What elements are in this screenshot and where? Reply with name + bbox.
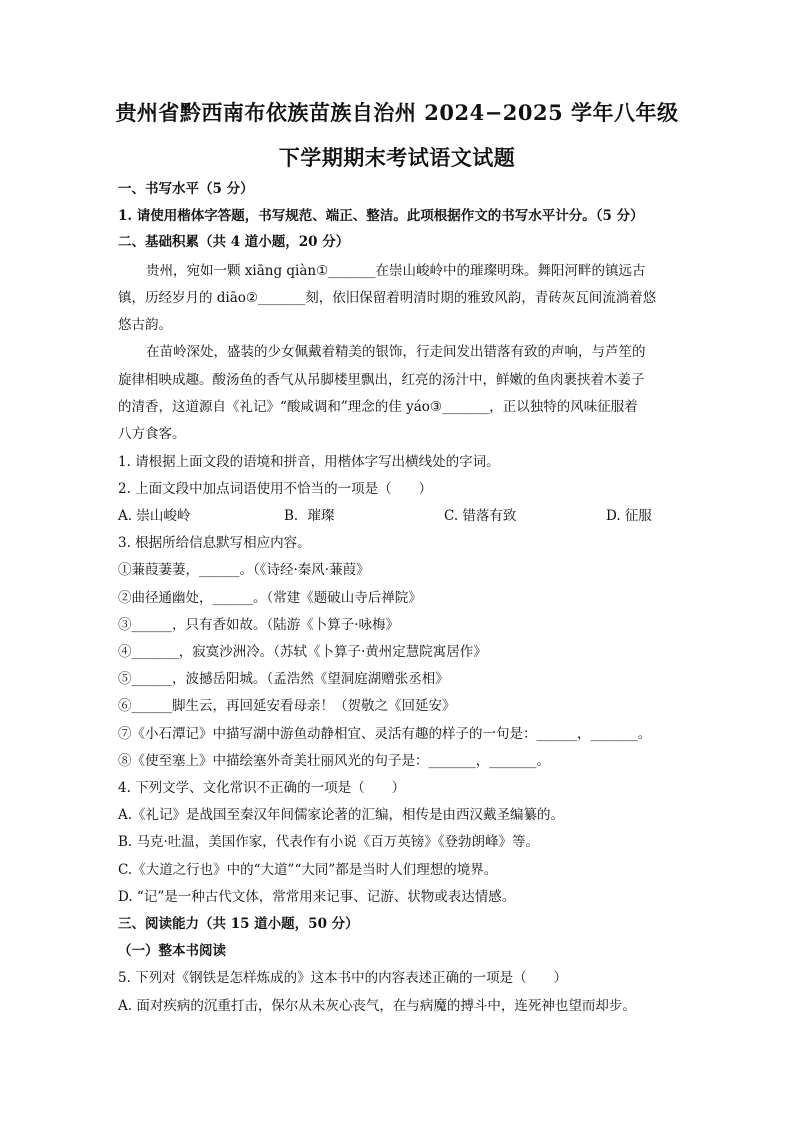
q3-item: ③______，只有香如故。（陆游《卜算子·咏梅》 bbox=[118, 617, 400, 633]
q2-option-d: D. 征服 bbox=[606, 508, 652, 524]
q5-option-a: A. 面对疾病的沉重打击，保尔从未灰心丧气，在与病魔的搏斗中，连死神也望而却步。 bbox=[118, 998, 636, 1014]
question-3: 3. 根据所给信息默写相应内容。 bbox=[118, 535, 311, 551]
q2-option-b: B．璀璨 bbox=[284, 508, 335, 524]
section-3-heading: 三、阅读能力（共 15 道小题，50 分） bbox=[118, 916, 359, 932]
page-title-line1: 贵州省黔西南布依族苗族自治州 2024−2025 学年八年级 bbox=[115, 100, 679, 125]
q3-item: ④_______，寂寞沙洲冷。（苏轼《卜算子·黄州定慧院寓居作》 bbox=[118, 644, 487, 660]
q2-option-c: C. 错落有致 bbox=[444, 508, 517, 524]
q3-item: ⑤______，波撼岳阳城。（孟浩然《望洞庭湖赠张丞相》 bbox=[118, 671, 449, 687]
q3-item: ⑦《小石潭记》中描写湖中游鱼动静相宜、灵活有趣的样子的一句是：______，_______。 bbox=[118, 726, 652, 742]
q4-option-a: A.《礼记》是战国至秦汉年间儒家论著的汇编，相传是由西汉戴圣编纂的。 bbox=[118, 807, 565, 823]
passage-line: 八方食客。 bbox=[118, 426, 186, 442]
question-1: 1. 请根据上面文段的语境和拼音，用楷体字写出横线处的字词。 bbox=[118, 454, 500, 470]
q4-option-d: D. “记”是一种古代文体，常常用来记事、记游、状物或表达情感。 bbox=[118, 889, 516, 905]
passage-line: 贵州，宛如一颗 xiāng qiàn①_______在崇山峻岭中的璀璨明珠。舞阳河畔的镇远古 bbox=[146, 263, 646, 279]
question-2: 2. 上面文段中加点词语使用不恰当的一项是（ ） bbox=[118, 481, 433, 497]
q3-item: ⑥______脚生云，再回延安看母亲！（贺敬之《回延安》 bbox=[118, 698, 456, 714]
passage-line: 在苗岭深处，盛装的少女佩戴着精美的银饰，行走间发出错落有致的声响，与芦笙的 bbox=[146, 344, 646, 360]
q4-option-b: B. 马克·吐温，美国作家，代表作有小说《百万英镑》《登勃朗峰》等。 bbox=[118, 834, 540, 850]
q3-item: ②曲径通幽处，______。（常建《题破山寺后禅院》 bbox=[118, 590, 422, 606]
page-title-line2: 下学期期末考试语文试题 bbox=[278, 145, 516, 170]
section-3-subheading: （一）整本书阅读 bbox=[118, 943, 226, 959]
q3-item: ⑧《使至塞上》中描绘塞外奇美壮丽风光的句子是：_______，_______。 bbox=[118, 753, 550, 769]
passage-line: 镇，历经岁月的 diāo②_______刻，依旧保留着明清时期的雅致风韵，青砖灰瓦间流淌着悠 bbox=[118, 290, 657, 306]
passage-line: 悠古韵。 bbox=[118, 317, 172, 333]
q4-option-c: C.《大道之行也》中的“大道”“大同”都是当时人们理想的境界。 bbox=[118, 862, 498, 878]
q3-item: ①蒹葭萋萋，______。（《诗经·秦风·蒹葭》 bbox=[118, 562, 370, 578]
question-1-writing: 1. 请使用楷体字答题，书写规范、端正、整洁。此项根据作文的书写水平计分。（5 分） bbox=[118, 208, 644, 224]
passage-line: 旋律相映成趣。酸汤鱼的香气从吊脚楼里飘出，红亮的汤汁中，鲜嫩的鱼肉裹挟着木姜子 bbox=[118, 372, 645, 388]
question-4: 4. 下列文学、文化常识不正确的一项是（ ） bbox=[118, 780, 406, 796]
passage-line: 的清香，这道源自《礼记》“酸咸调和”理念的佳 yáo③_______，正以独特的风味征服着 bbox=[118, 399, 638, 415]
section-1-heading: 一、书写水平（5 分） bbox=[118, 181, 254, 197]
q2-option-a: A. 崇山峻岭 bbox=[118, 508, 191, 524]
question-5: 5. 下列对《钢铁是怎样炼成的》这本书中的内容表述正确的一项是（ ） bbox=[118, 970, 568, 986]
section-2-heading: 二、基础积累（共 4 道小题，20 分） bbox=[118, 234, 350, 250]
